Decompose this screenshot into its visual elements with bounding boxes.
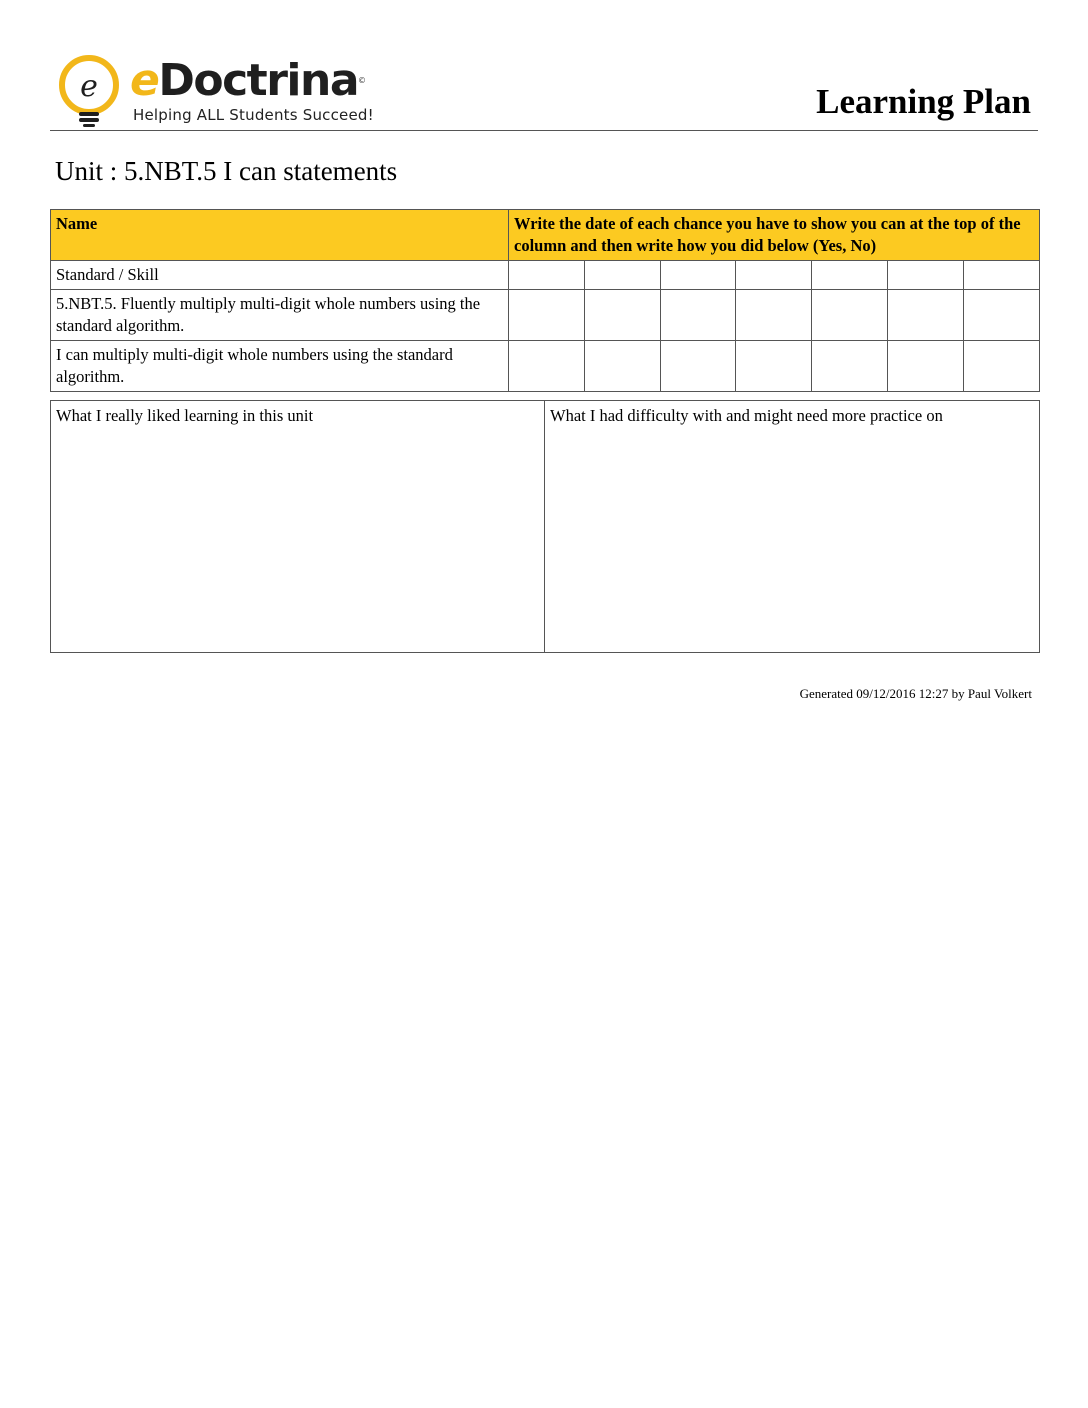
date-cell — [585, 261, 661, 290]
result-cell — [888, 341, 964, 392]
liked-learning-box: What I really liked learning in this unit — [51, 401, 545, 653]
date-cell — [661, 261, 736, 290]
name-header: Name — [51, 210, 509, 261]
skills-table — [50, 209, 1040, 392]
table-row — [51, 290, 1040, 341]
result-cell — [736, 290, 812, 341]
instructions-header: Write the date of each chance you have to show you can at the top of the column and then write how you did below (Yes, No) — [509, 210, 1040, 261]
result-cell — [964, 290, 1040, 341]
date-cell — [509, 261, 585, 290]
logo-wordmark: eDoctrina© — [130, 55, 367, 106]
result-cell — [661, 290, 736, 341]
edoctrina-logo — [54, 54, 374, 128]
generated-footer: Generated 09/12/2016 12:27 by Paul Volkert — [799, 686, 1032, 701]
lightbulb-icon — [54, 54, 124, 128]
reflection-table — [50, 400, 1040, 653]
row-label: Standard / Skill — [51, 261, 509, 290]
date-cell — [812, 261, 888, 290]
header-divider — [50, 130, 1038, 131]
result-cell — [888, 290, 964, 341]
result-cell — [812, 290, 888, 341]
date-cell — [736, 261, 812, 290]
logo-tagline: Helping ALL Students Succeed! — [133, 106, 374, 124]
reflection-row — [51, 401, 1040, 653]
result-cell — [509, 341, 585, 392]
svg-text:e: e — [80, 69, 98, 104]
date-cell — [964, 261, 1040, 290]
result-cell — [812, 341, 888, 392]
result-cell — [964, 341, 1040, 392]
document-title: Learning Plan — [816, 82, 1031, 121]
row-label: I can multiply multi-digit whole numbers using the standard algorithm. — [51, 341, 509, 392]
difficulty-box: What I had difficulty with and might need more practice on — [545, 401, 1040, 653]
date-cell — [888, 261, 964, 290]
result-cell — [585, 341, 661, 392]
result-cell — [736, 341, 812, 392]
table-row — [51, 341, 1040, 392]
unit-title: Unit : 5.NBT.5 I can statements — [55, 156, 398, 186]
table-header-row — [51, 210, 1040, 261]
table-row — [51, 261, 1040, 290]
result-cell — [509, 290, 585, 341]
row-label: 5.NBT.5. Fluently multiply multi-digit whole numbers using the standard algorithm. — [51, 290, 509, 341]
result-cell — [661, 341, 736, 392]
result-cell — [585, 290, 661, 341]
